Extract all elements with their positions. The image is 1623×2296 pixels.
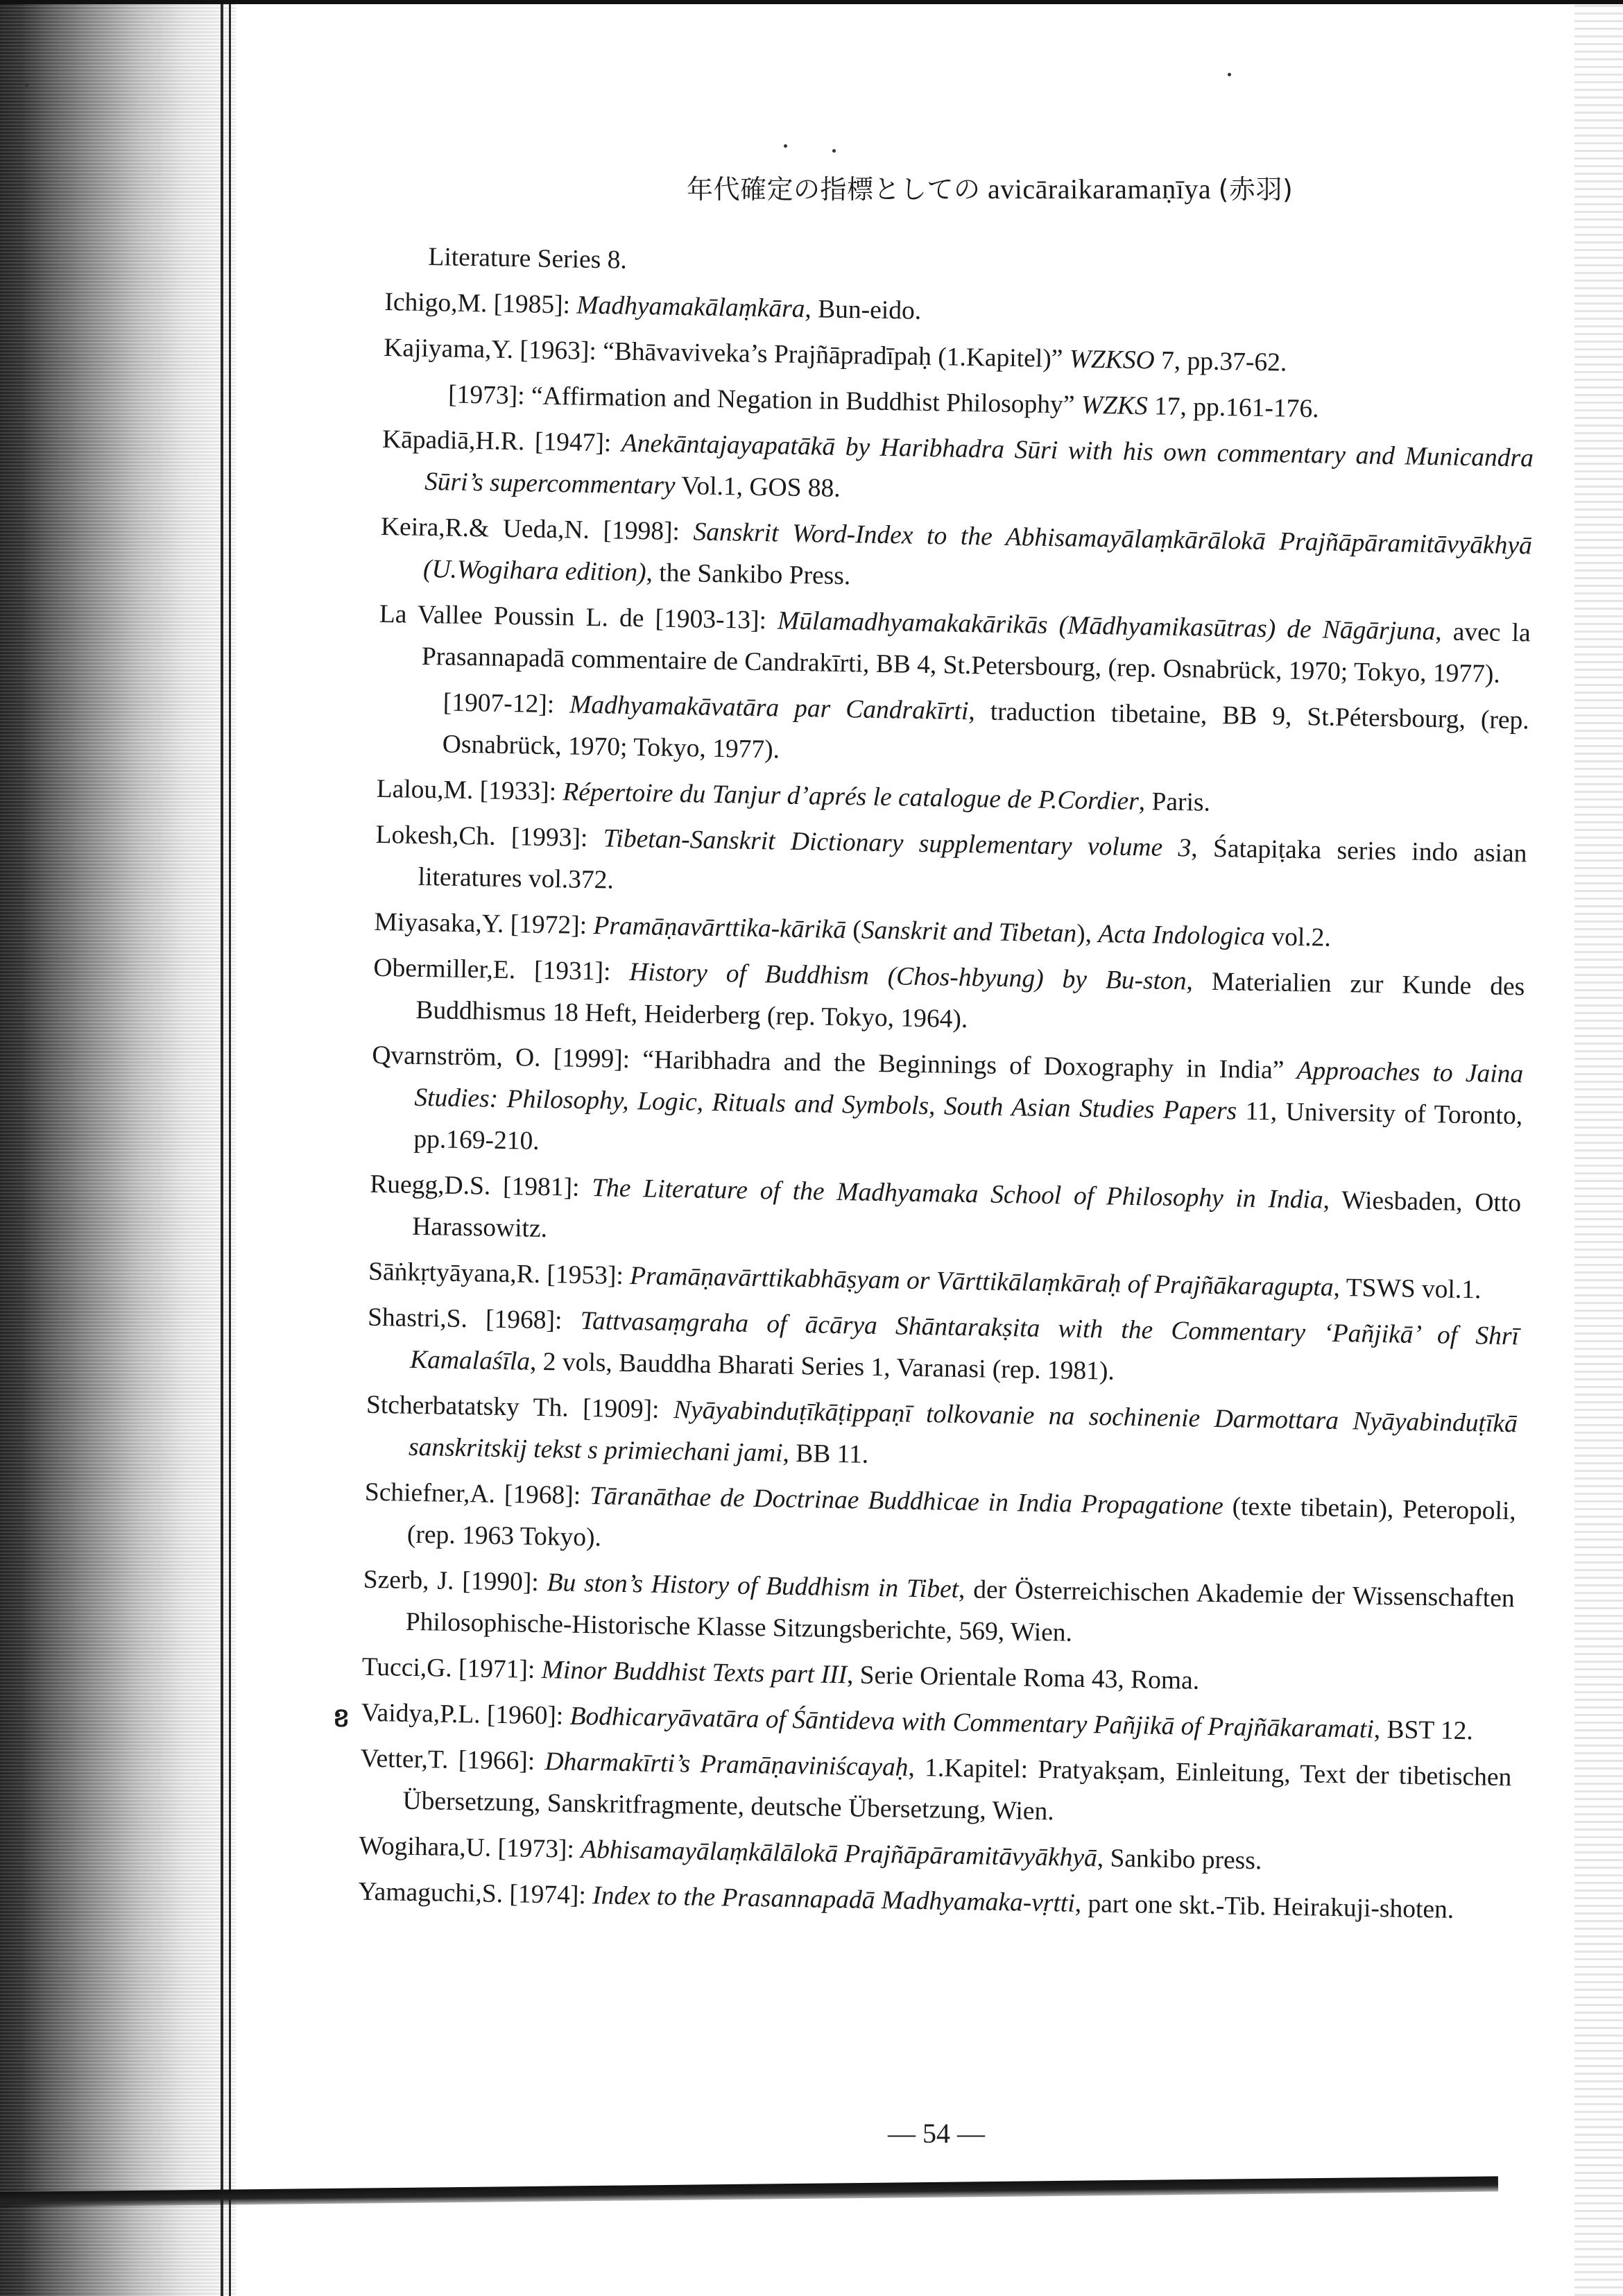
reference-title-text: Bodhicaryāvatāra of Śāntideva with Commentary Pañjikā of Prajñākaramati — [569, 1702, 1375, 1744]
reference-pre-text: Kāpadiā,H.R. [1947]: — [381, 425, 622, 458]
reference-title-text: Bu ston’s History of Buddhism in Tibet — [547, 1568, 959, 1604]
reference-post-text: “Affirmation and Negation in Buddhist Philosophy” — [531, 382, 1082, 420]
reference-title-text: Madhyamakāvatāra par Candrakīrti — [569, 690, 969, 726]
reference-title-text: Mūlamadhyamakakārikās (Mādhyamikasūtras) de Nāgārjuna — [777, 606, 1436, 646]
reference-pre-text: Schiefner,A. [1968]: — [364, 1477, 590, 1511]
reference-title-text: History of Buddhism (Chos-hbyung) by Bu-ston — [629, 957, 1187, 996]
reference-post-text: Literature Series 8. — [428, 243, 628, 275]
reference-post-text: , part one skt.-Tib. Heirakuji-shoten. — [1074, 1889, 1454, 1924]
reference-pre-text: [1973]: — [447, 380, 532, 411]
reference-title-text: Tāranāthae de Doctrinae Buddhicae in India Propagatione — [589, 1482, 1224, 1521]
running-head-author: (赤羽) — [1218, 174, 1294, 205]
reference-entry — [369, 1164, 1522, 1267]
running-head-term: avicāraikaramaṇīya — [988, 173, 1212, 205]
reference-post-text: 17, pp.161-176. — [1147, 392, 1319, 424]
reference-post-text: Vol.1, GOS 88. — [675, 471, 841, 503]
reference-title-text: Index to the Prasannapadā Madhyamaka-vṛtti — [592, 1881, 1076, 1918]
reference-title-text: WZKSO — [1069, 345, 1156, 375]
reference-post-text: , Materialien zur Kunde des Buddhismus 18 Heft, Heiderberg (rep. Tokyo, 1964). — [415, 967, 1525, 1034]
reference-title-text: Tibetan-Sanskrit Dictionary supplementary volume 3 — [603, 824, 1192, 863]
reference-title-text: Anekāntajayapatākā by Haribhadra Sūri with his own commentary and Municandra Sūri’s supercommentary — [424, 429, 1534, 500]
reference-post-text: , Serie Orientale Roma 43, Roma. — [846, 1661, 1200, 1695]
reference-post-text: (texte tibetain), Peteropoli, (rep. 1963 Tokyo). — [406, 1492, 1517, 1552]
reference-pre-text: Yamaguchi,S. [1974]: — [358, 1877, 593, 1910]
reference-post-text: , avec la Prasannapadā commentaire de Candrakīrti, BB 4, St.Petersbourg, (rep. Osnabrück, 1970; Tokyo, 1977). — [421, 617, 1531, 689]
reference-title-text: Approaches to Jaina Studies: Philosophy, Logic, Rituals and Symbols, South Asian Studies Papers — [414, 1056, 1524, 1126]
reference-post-text: , traduction tibetaine, BB 9, St.Pétersbourg, (rep. Osnabrück, 1970; Tokyo, 1977). — [442, 697, 1529, 764]
reference-title-text: Minor Buddhist Texts part III — [541, 1656, 848, 1690]
reference-post-text: , the Sankibo Press. — [646, 558, 851, 591]
reference-entry — [370, 1035, 1524, 1179]
reference-post-text: “Haribhadra and the Beginnings of Doxography in India” — [642, 1045, 1297, 1085]
running-head — [687, 168, 1380, 206]
reference-title-text: The Literature of the Madhyamaka School of Philosophy in India — [591, 1174, 1324, 1215]
reference-pre-text: Ruegg,D.S. [1981]: — [369, 1170, 592, 1203]
reference-title-text: Abhisamayālaṃkālālokā Prajñāpāramitāvyākhyā — [580, 1835, 1098, 1873]
reference-post-text: ( — [845, 916, 862, 945]
reference-entry — [375, 814, 1527, 917]
reference-pre-text: Sāṅkṛtyāyana,R. [1953]: — [368, 1257, 630, 1291]
reference-entry — [362, 1559, 1515, 1662]
reference-entry — [367, 1297, 1520, 1400]
reference-entry — [359, 1738, 1512, 1841]
reference-pre-text: Ichigo,M. [1985]: — [384, 287, 577, 320]
reference-post-text: , Paris. — [1138, 787, 1211, 817]
reference-title-text: Sanskrit and Tibetan — [861, 916, 1077, 948]
reference-title-text: Répertoire du Tanjur d’aprés le catalogue de P.Cordier — [563, 778, 1140, 816]
reference-entry — [372, 948, 1525, 1050]
reference-title-text: Nyāyabinduṭīkāṭippaṇī tolkovanie na sochinenie Darmottara Nyāyabinduṭīkā sanskritskij tekst s primiechani jami — [408, 1396, 1518, 1468]
running-head-japanese: 年代確定の指標としての — [687, 174, 981, 205]
reference-post-text: , 1.Kapitel: Pratyakṣam, Einleitung, Text der tibetischen Übersetzung, Sanskritfragmente, deutsche Übersetzung, Wien. — [402, 1753, 1512, 1826]
reference-pre-text: Keira,R.& Ueda,N. [1998]: — [380, 512, 694, 547]
reference-post-text: , Wiesbaden, Otto Harassowitz. — [411, 1185, 1522, 1244]
reference-pre-text: Lokesh,Ch. [1993]: — [375, 820, 604, 853]
reference-pre-text: La Vallee Poussin L. de [1903-13]: — [379, 599, 778, 635]
reference-post-text: , BST 12. — [1373, 1715, 1474, 1746]
reference-title-text: Tattvasaṃgraha of ācārya Shāntarakṣita with the Commentary ‘Pañjikā’ of Shrī Kamalaśīla — [409, 1306, 1520, 1376]
reference-pre-text: Vetter,T. [1966]: — [360, 1744, 545, 1776]
margin-mark: ខ — [333, 1702, 350, 1733]
reference-pre-text: Vaidya,P.L. [1960]: — [361, 1698, 571, 1731]
reference-post-text: 7, pp.37-62. — [1154, 346, 1287, 377]
reference-entry — [377, 681, 1529, 784]
reference-post-text: , Śatapiṭaka series indo asian literatures vol.372. — [418, 834, 1527, 895]
reference-entry — [366, 1385, 1518, 1487]
reference-post-text: , TSWS vol.1. — [1333, 1273, 1482, 1305]
reference-post-text: “Bhāvaviveka’s Prajñāpradīpaḥ (1.Kapitel)” — [602, 337, 1070, 374]
reference-title-text: Madhyamakālaṃkāra — [576, 291, 805, 324]
reference-entry — [380, 506, 1533, 609]
reference-pre-text: Qvarnström, O. [1999]: — [372, 1040, 643, 1074]
reference-post-text: , Sankibo press. — [1097, 1844, 1262, 1876]
reference-post-text: 11, University of Toronto, pp.169-210. — [413, 1097, 1523, 1156]
reference-pre-text: Stcherbatatsky Th. [1909]: — [366, 1390, 674, 1425]
reference-title-text: Sanskrit Word-Index to the Abhisamayālaṃkārālokā Prajñāpāramitāvyākhyā (U.Wogihara edition) — [422, 517, 1533, 588]
reference-title-text: Dharmakīrti’s Pramāṇaviniścayaḥ — [544, 1747, 909, 1782]
reference-title-text: Pramāṇavārttikabhāṣyam or Vārttikālaṃkāraḥ of Prajñākaragupta — [629, 1262, 1334, 1302]
reference-pre-text: Tucci,G. [1971]: — [361, 1652, 542, 1685]
reference-post-text: , Bun-eido. — [805, 295, 922, 325]
reference-post-text: , 2 vols, Bauddha Bharati Series 1, Varanasi (rep. 1981). — [529, 1347, 1115, 1386]
reference-pre-text: Miyasaka,Y. [1972]: — [374, 907, 594, 941]
reference-post-text: , BB 11. — [782, 1439, 869, 1469]
reference-post-text: , der Österreichischen Akademie der Wissenschaften Philosophische-Historische Klasse Sitzungsberichte, 569, Wien. — [405, 1575, 1515, 1647]
bibliography-list — [358, 236, 1537, 1936]
reference-pre-text: [1907-12]: — [443, 688, 570, 719]
reference-title-text: WZKS — [1081, 391, 1149, 421]
reference-post-text: ), — [1076, 919, 1099, 949]
reference-pre-text: Lalou,M. [1933]: — [376, 774, 563, 807]
page-number: — 54 — — [888, 2118, 985, 2149]
reference-entry — [378, 594, 1531, 696]
reference-pre-text: Obermiller,E. [1931]: — [373, 953, 630, 986]
reference-pre-text: Szerb, J. [1990]: — [363, 1565, 547, 1597]
reference-title-text: Acta Indologica — [1098, 920, 1266, 952]
reference-title-text: Pramāṇavārttika-kārikā — [593, 911, 847, 945]
reference-pre-text: Shastri,S. [1968]: — [367, 1303, 581, 1335]
reference-entry — [381, 419, 1534, 522]
reference-pre-text: Kajiyama,Y. [1963]: — [383, 333, 603, 366]
reference-entry — [363, 1472, 1516, 1575]
reference-pre-text: Wogihara,U. [1973]: — [359, 1831, 581, 1864]
reference-post-text: vol.2. — [1264, 923, 1332, 952]
